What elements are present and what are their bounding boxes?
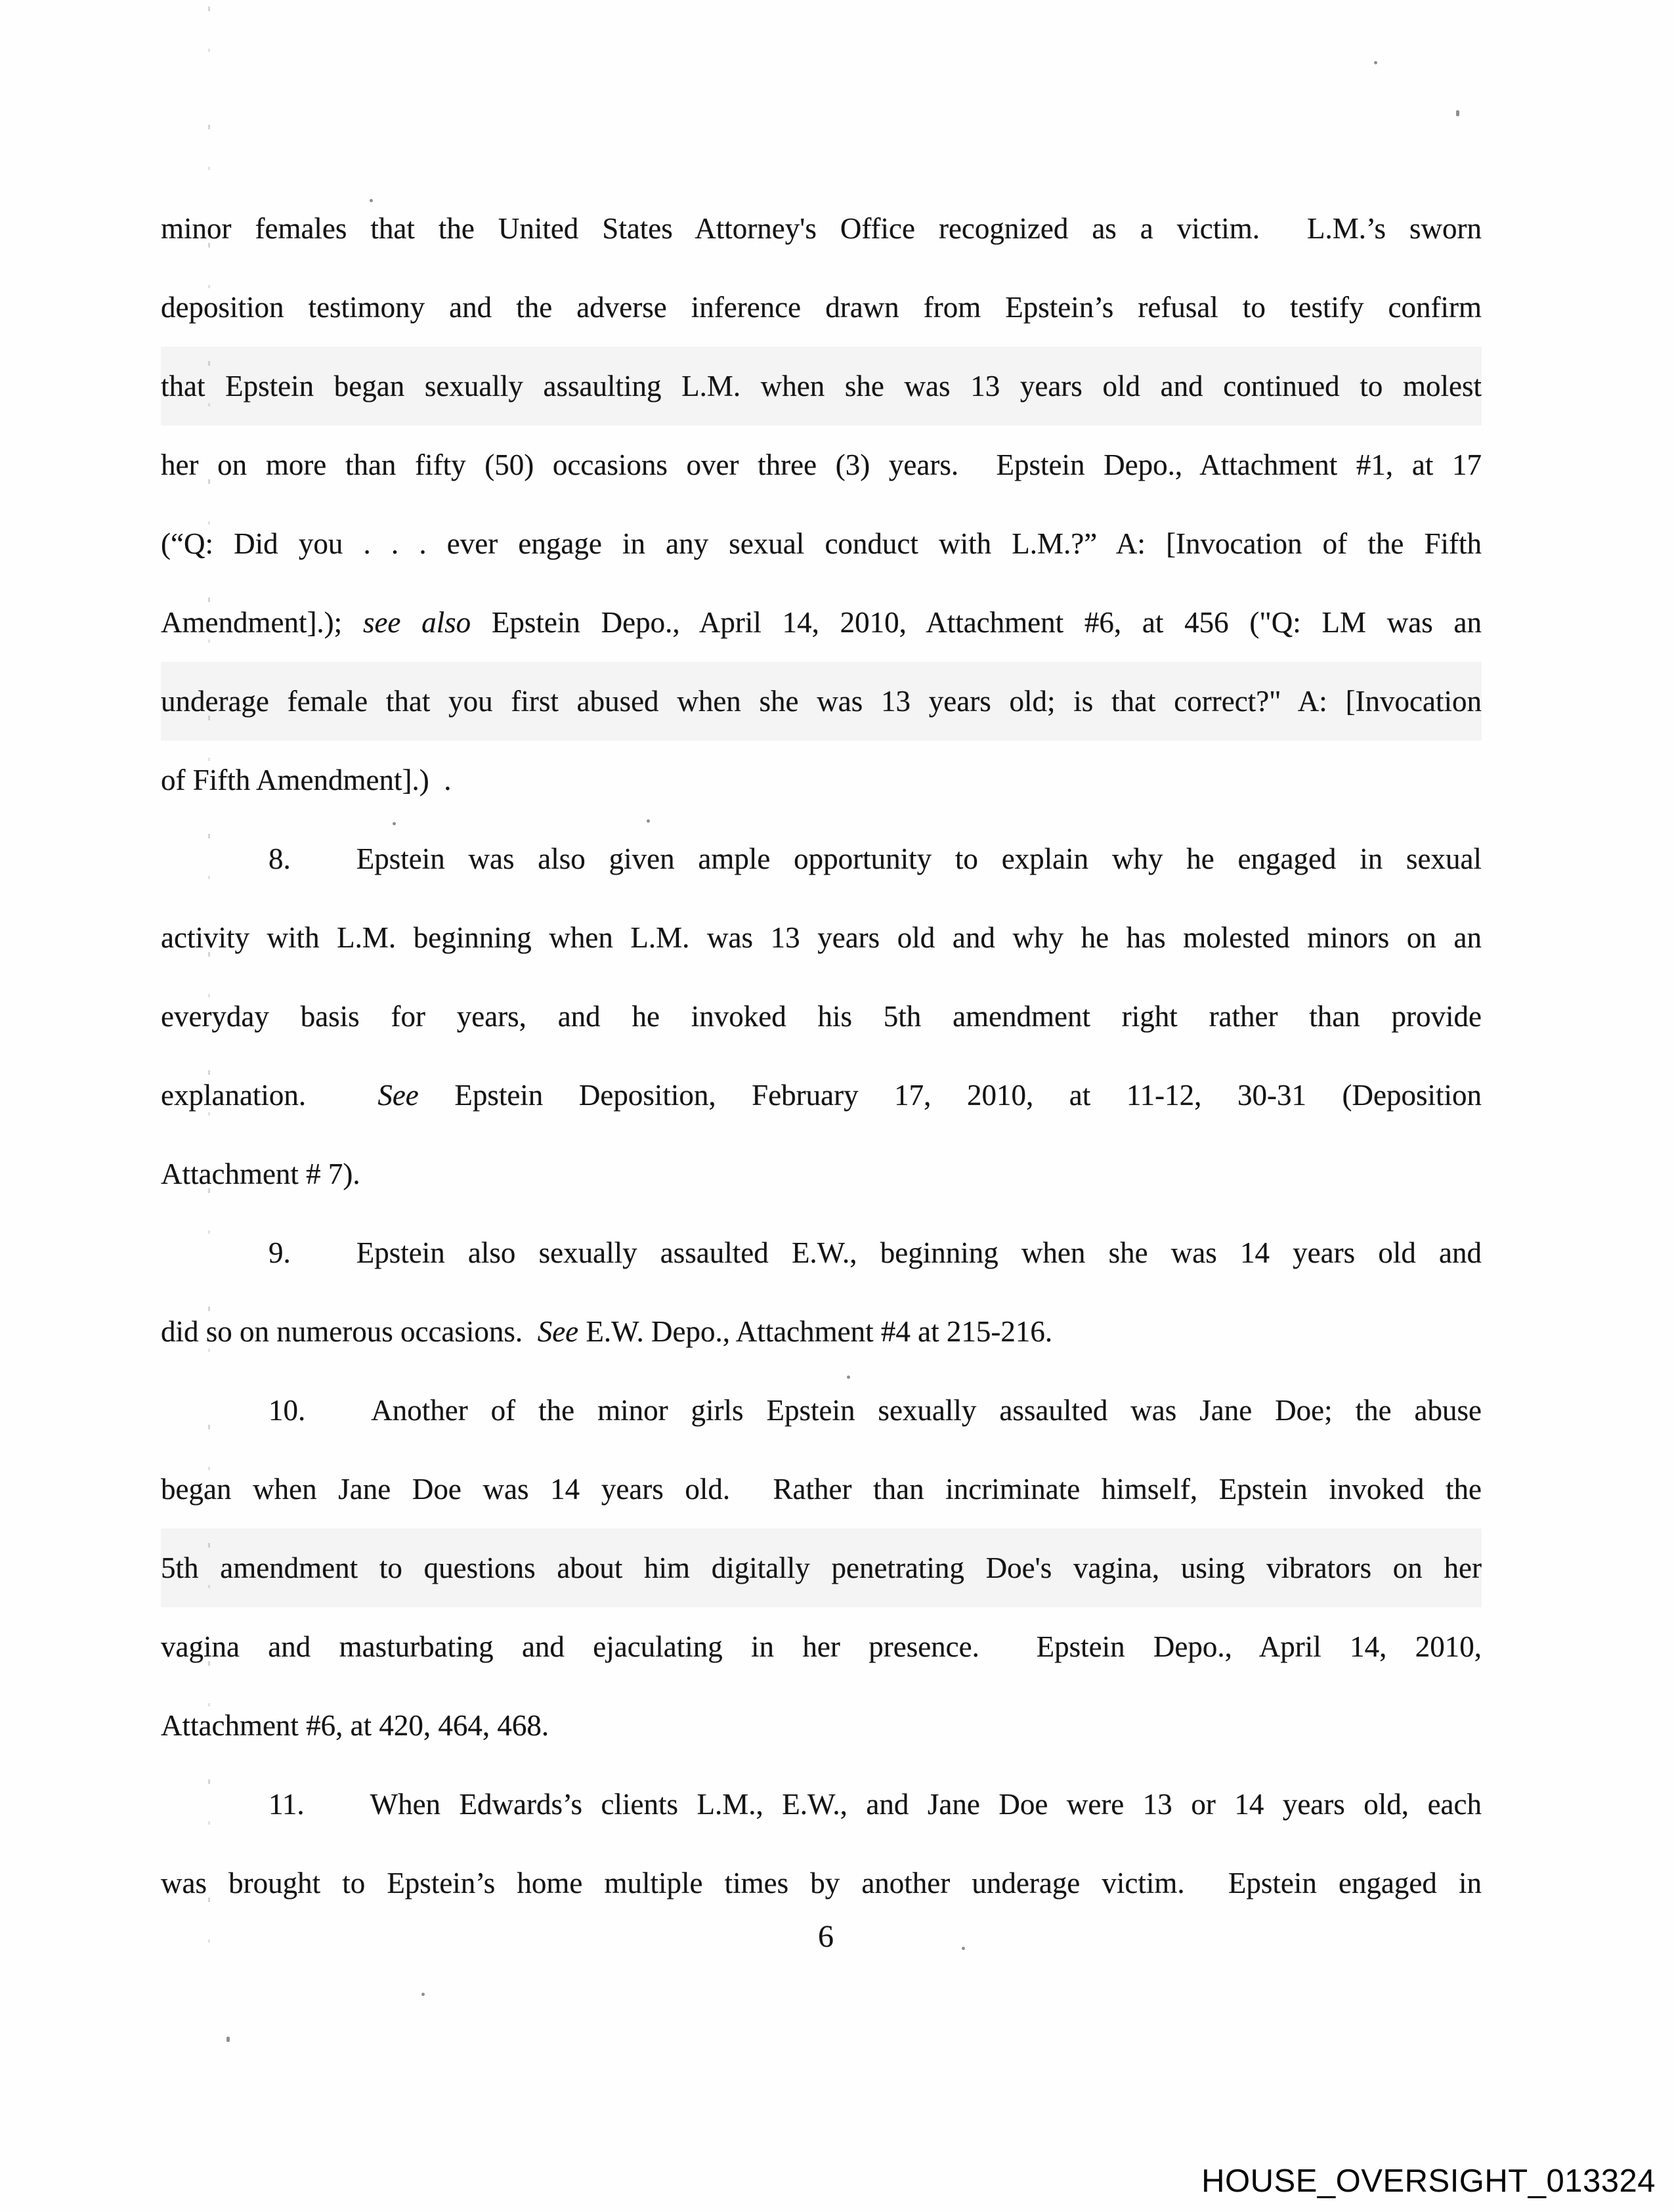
- text-line: [161, 662, 1482, 741]
- text-segment: Epstein Depo., April 14, 2010, Attachment #6, at 456 ("Q: LM was an: [471, 606, 1482, 639]
- text-line: [161, 504, 1482, 583]
- text-line: [161, 1529, 1482, 1607]
- text-segment: of Fifth Amendment].) .: [161, 764, 452, 796]
- text-segment: 5th amendment to questions about him digitally penetrating Doe's vagina, using vibrators on her: [161, 1551, 1482, 1584]
- text-line: [161, 189, 1482, 268]
- scan-speck: [226, 2037, 230, 2042]
- text-line: [161, 1371, 1482, 1450]
- text-segment: Attachment #6, at 420, 464, 468.: [161, 1709, 549, 1742]
- text-line: [161, 819, 1482, 898]
- text-segment: activity with L.M. beginning when L.M. was 13 years old and why he has molested minors on an: [161, 921, 1482, 954]
- text-segment: was brought to Epstein’s home multiple times by another underage victim. Epstein engaged in: [161, 1867, 1482, 1899]
- text-line: [161, 268, 1482, 347]
- text-line: [161, 741, 1482, 819]
- text-segment: Epstein also sexually assaulted E.W., beginning when she was 14 years old and: [356, 1236, 1482, 1269]
- text-segment: When Edwards’s clients L.M., E.W., and Jane Doe were 13 or 14 years old, each: [370, 1788, 1482, 1821]
- scan-speck: [1456, 110, 1459, 116]
- paragraph-number: 11.: [268, 1788, 305, 1821]
- text-line: [161, 1213, 1482, 1292]
- text-segment: everyday basis for years, and he invoked his 5th amendment right rather than provide: [161, 1000, 1482, 1033]
- scan-speck: [1374, 61, 1377, 64]
- text-line: [161, 898, 1482, 977]
- paragraph-number: 10.: [268, 1394, 306, 1427]
- text-line: [161, 1686, 1482, 1765]
- text-segment: that Epstein began sexually assaulting L.M. when she was 13 years old and continued to molest: [161, 370, 1482, 402]
- paragraph-number: 9.: [268, 1236, 291, 1269]
- text-segment: Epstein was also given ample opportunity to explain why he engaged in sexual: [356, 842, 1482, 875]
- paragraph-number: 8.: [268, 842, 291, 875]
- citation-signal: see also: [362, 606, 471, 639]
- text-line: [161, 1844, 1482, 1922]
- text-segment: vagina and masturbating and ejaculating in her presence. Epstein Depo., April 14, 2010,: [161, 1630, 1482, 1663]
- text-line: [161, 1135, 1482, 1213]
- bates-stamp: HOUSE_OVERSIGHT_013324: [1201, 2163, 1656, 2199]
- text-line: [161, 1765, 1482, 1844]
- text-line: [161, 1607, 1482, 1686]
- text-segment: explanation.: [161, 1079, 378, 1112]
- text-segment: her on more than fifty (50) occasions over three (3) years. Epstein Depo., Attachment #1, at 17: [161, 448, 1482, 481]
- text-line: [161, 977, 1482, 1056]
- citation-signal: See: [377, 1079, 419, 1112]
- scan-speck: [421, 1993, 425, 1996]
- text-segment: began when Jane Doe was 14 years old. Rather than incriminate himself, Epstein invoked the: [161, 1473, 1482, 1506]
- text-line: [161, 583, 1482, 662]
- text-line: [161, 347, 1482, 425]
- text-line: [161, 1450, 1482, 1529]
- text-segment: did so on numerous occasions.: [161, 1315, 538, 1348]
- citation-signal: See: [537, 1315, 579, 1348]
- text-line: [161, 1292, 1482, 1371]
- text-segment: Another of the minor girls Epstein sexually assaulted was Jane Doe; the abuse: [371, 1394, 1482, 1427]
- text-segment: Amendment].);: [161, 606, 363, 639]
- text-line: [161, 425, 1482, 504]
- text-block: [161, 189, 1482, 1922]
- text-segment: (“Q: Did you . . . ever engage in any sexual conduct with L.M.?” A: [Invocation of the Fifth: [161, 527, 1482, 560]
- text-line: [161, 1056, 1482, 1135]
- text-segment: underage female that you first abused when she was 13 years old; is that correct?" A: [Invocation: [161, 685, 1482, 718]
- text-segment: Attachment # 7).: [161, 1158, 360, 1190]
- text-segment: deposition testimony and the adverse inference drawn from Epstein’s refusal to testify confirm: [161, 291, 1482, 324]
- text-segment: Epstein Deposition, February 17, 2010, at 11-12, 30-31 (Deposition: [418, 1079, 1482, 1112]
- text-segment: E.W. Depo., Attachment #4 at 215-216.: [578, 1315, 1053, 1348]
- page-number: 6: [818, 1919, 834, 1954]
- text-segment: minor females that the United States Attorney's Office recognized as a victim. L.M.’s sworn: [161, 212, 1482, 245]
